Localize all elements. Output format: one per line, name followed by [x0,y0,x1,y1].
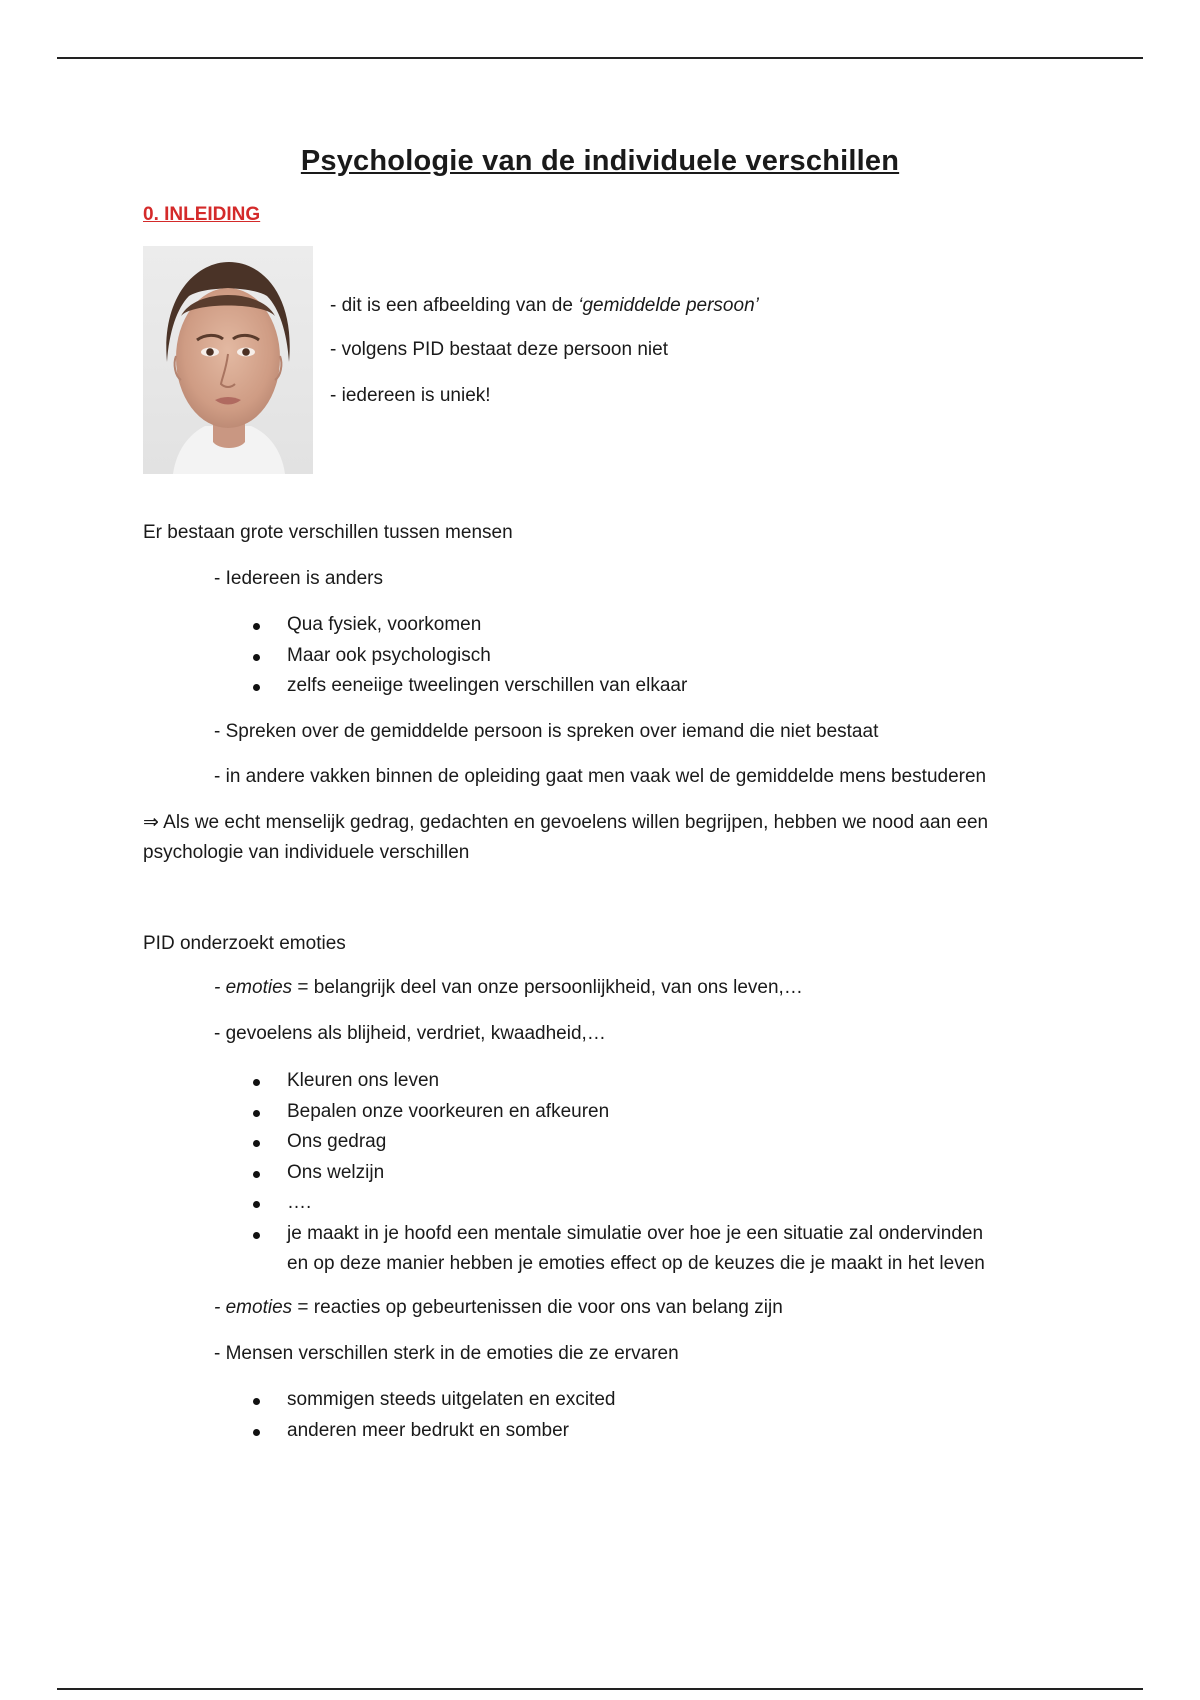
list-item: Kleuren ons leven [248,1066,1087,1097]
list-item: Bepalen onze voorkeuren en afkeuren [248,1097,1087,1128]
list-item: Maar ook psychologisch [248,641,687,672]
block2-definition-1 [214,973,803,1003]
list-item: …. [248,1188,1087,1219]
list-item: Qua fysiek, voorkomen [248,610,687,641]
photo-note-1 [330,295,759,317]
block1-dash-3: - in andere vakken binnen de opleiding gaat men vaak wel de gemiddelde mens bestuderen [214,766,987,787]
top-rule [57,57,1143,59]
list-item: sommigen steeds uitgelaten en excited [248,1385,615,1416]
block2-definition-1-term: - emoties [214,977,293,998]
section-heading: 0. INLEIDING [143,204,261,225]
block1-dash-1: - Iedereen is anders [214,568,383,589]
list-item: Ons welzijn [248,1158,1087,1189]
photo-note-1-text: - dit is een afbeelding van de [330,295,579,316]
list-item: Ons gedrag [248,1127,1087,1158]
block2-definition-2 [214,1293,783,1323]
block1-lead: Er bestaan grote verschillen tussen mensen [143,522,513,543]
list-item-long-line-2: en op deze manier hebben je emoties effect op de keuzes die je maakt in het leven [287,1253,985,1274]
block2-bullet-list-2 [248,1385,615,1446]
block2-dash-3: - Mensen verschillen sterk in de emoties die ze ervaren [214,1343,679,1364]
list-item: zelfs eeneiige tweelingen verschillen van elkaar [248,671,687,702]
block1-dash-2: - Spreken over de gemiddelde persoon is spreken over iemand die niet bestaat [214,721,879,742]
block2-definition-2-term: - emoties [214,1297,293,1318]
block2-definition-1-text: = belangrijk deel van onze persoonlijkheid, van ons leven,… [292,977,803,998]
average-person-photo [143,246,313,474]
photo-note-3: - iedereen is uniek! [330,385,491,406]
block2-lead: PID onderzoekt emoties [143,933,346,954]
average-face-image [143,246,313,474]
list-item-long-line-1: je maakt in je hoofd een mentale simulatie over hoe je een situatie zal ondervinden [287,1222,984,1244]
photo-note-1-italic: ‘gemiddelde persoon’ [578,295,759,316]
block2-dash-2: - gevoelens als blijheid, verdriet, kwaadheid,… [214,1023,606,1044]
list-item: anderen meer bedrukt en somber [248,1416,615,1447]
block2-bullet-list [248,1066,1087,1280]
bottom-rule [57,1688,1143,1690]
block1-conclusion-1: ⇒ Als we echt menselijk gedrag, gedachten en gevoelens willen begrijpen, hebben we nood aan een [143,812,989,833]
block1-bullet-list [248,610,687,702]
photo-note-2: - volgens PID bestaat deze persoon niet [330,339,668,360]
list-item-long [248,1219,1087,1280]
block1-conclusion-2: psychologie van individuele verschillen [143,842,470,863]
block2-definition-2-text: = reacties op gebeurtenissen die voor ons van belang zijn [292,1297,783,1318]
page-title: Psychologie van de individuele verschillen [300,145,900,177]
